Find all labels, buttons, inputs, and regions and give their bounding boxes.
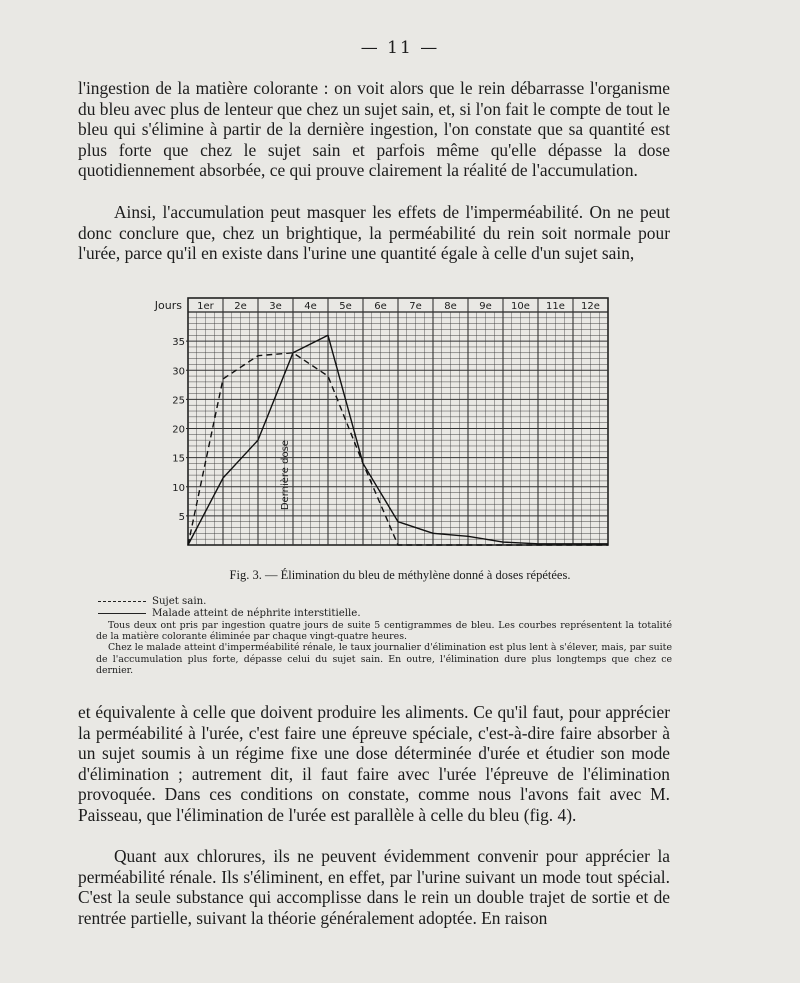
paragraph-4 bbox=[78, 846, 670, 928]
y-tick-label: 5 bbox=[178, 511, 185, 523]
day-label: 4e bbox=[304, 301, 317, 312]
figure-legend bbox=[98, 596, 361, 619]
dashed-line-icon bbox=[98, 601, 146, 602]
y-tick-label: 25 bbox=[172, 395, 185, 407]
elimination-chart bbox=[150, 290, 620, 555]
paragraph-4-text: Quant aux chlorures, ils ne peuvent évidemment convenir pour apprécier la perméabilité rénale. Ils s'éliminent, en effet, par l'urine suivant un mode tout spécial. C'est la seule substance qui accomplisse dans le rein un double trajet de sortie et de rentrée partielle, suivant la théorie généralement adoptée. En raison bbox=[78, 846, 670, 928]
day-label: 6e bbox=[374, 301, 387, 312]
figure-note-2: Chez le malade atteint d'imperméabilité rénale, le taux journalier d'élimination est plus lent à s'élever, mais, par suite de l'accumulation plus forte, dépasse celui du sujet sain. En outre, l'élimination dure plus longtemps que chez ce dernier. bbox=[96, 642, 672, 676]
day-label: 1er bbox=[197, 301, 214, 312]
paragraph-2-text: Ainsi, l'accumulation peut masquer les effets de l'imperméabilité. On ne peut donc conclure que, chez un brightique, la perméabilité du rein soit normale pour l'urée, parce qu'il en existe dans l'urine une quantité égale à celle d'un sujet sain, bbox=[78, 202, 670, 264]
day-label: 10e bbox=[511, 301, 530, 312]
figure-3 bbox=[150, 290, 620, 555]
y-tick-label: 10 bbox=[172, 482, 185, 494]
legend-healthy-label: Sujet sain. bbox=[152, 596, 207, 607]
paragraph-1: l'ingestion de la matière colorante : on voit alors que le rein débarrasse l'organisme du bleu avec plus de lenteur que chez un sujet sain, et, si l'on fait le compte de tout le bleu qui s'élimine à partir de la dernière ingestion, l'on constate que sa quantité est plus forte que chez le sujet sain et parfois même qu'elle dépasse la dose quotidiennement absorbée, ce qui prouve clairement la réalité de l'accumulation. bbox=[78, 78, 670, 181]
y-tick-label: 20 bbox=[172, 424, 185, 436]
legend-row-healthy bbox=[98, 596, 361, 608]
legend-row-patient bbox=[98, 608, 361, 620]
y-tick-label: 15 bbox=[172, 453, 185, 465]
day-label: 3e bbox=[269, 301, 282, 312]
day-label: 5e bbox=[339, 301, 352, 312]
y-tick-label: 35 bbox=[172, 337, 185, 349]
x-axis-label: Jours bbox=[154, 299, 182, 312]
paragraph-2 bbox=[78, 202, 670, 264]
figure-notes bbox=[96, 620, 672, 676]
legend-patient-label: Malade atteint de néphrite interstitielle. bbox=[152, 607, 361, 619]
day-label: 12e bbox=[581, 301, 600, 312]
figure-caption: Fig. 3. — Élimination du bleu de méthylène donné à doses répétées. bbox=[229, 568, 571, 582]
y-tick-label: 30 bbox=[172, 366, 185, 378]
paragraph-3: et équivalente à celle que doivent produire les aliments. Ce qu'il faut, pour apprécier la perméabilité à l'urée, c'est faire une épreuve spéciale, c'est-à-dire faire absorber à un sujet soumis à un régime fixe une dose déterminée d'urée et étudier son mode d'élimination ; autrement dit, il faut faire avec l'urée l'épreuve de l'élimination provoquée. Dans ces conditions on constate, comme nous l'avons fait avec M. Paisseau, que l'élimination de l'urée est parallèle à celle du bleu (fig. 4). bbox=[78, 702, 670, 825]
day-label: 9e bbox=[479, 301, 492, 312]
day-label: 2e bbox=[234, 301, 247, 312]
day-label: 8e bbox=[444, 301, 457, 312]
day-label: 7e bbox=[409, 301, 422, 312]
day-label: 11e bbox=[546, 301, 565, 312]
last-dose-annotation: Dernière dose bbox=[280, 440, 291, 511]
page-number: — 11 — bbox=[360, 38, 440, 58]
figure-note-1: Tous deux ont pris par ingestion quatre jours de suite 5 centigrammes de bleu. Les courbes représentent la totalité de la matière colorante éliminée par chaque vingt-quatre heures. bbox=[96, 620, 672, 643]
solid-line-icon bbox=[98, 613, 146, 614]
